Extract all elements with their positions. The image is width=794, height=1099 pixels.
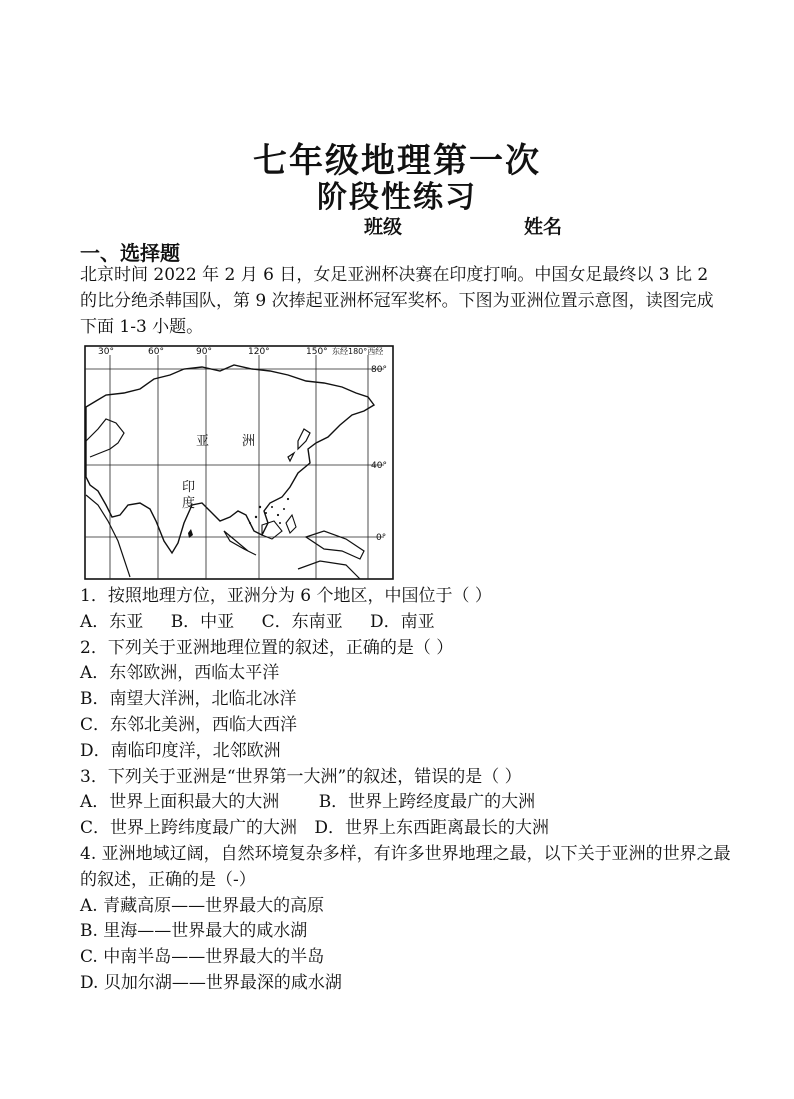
option: A．东亚 bbox=[80, 611, 144, 632]
asia-location-map bbox=[84, 345, 394, 580]
tick-lon-30: 30° bbox=[98, 347, 114, 357]
exam-title: 七年级地理第一次 bbox=[253, 141, 541, 181]
option: D. 贝加尔湖——世界最深的咸水湖 bbox=[80, 972, 342, 993]
option: C．世界上跨纬度最广的大洲 bbox=[80, 818, 298, 839]
question-intro: 北京时间 2022 年 2 月 6 日，女足亚洲杯决赛在印度打响。中国女足最终以 3 比 2 的比分绝杀韩国队，第 9 次捧起亚洲杯冠军奖杯。下图为亚洲位置示意图，读图完成下面 1-3 小题。 bbox=[80, 265, 714, 337]
option: B. 里海——世界最大的咸水湖 bbox=[80, 921, 308, 942]
question-stem: 2．下列关于亚洲地理位置的叙述，正确的是（ ） bbox=[80, 637, 454, 658]
section-heading: 一、选择题 bbox=[80, 241, 180, 265]
option: D．世界上东西距离最长的大洲 bbox=[314, 818, 550, 839]
tick-lon-180: 东经180°西经 bbox=[332, 347, 384, 356]
question-stem: 1．按照地理方位，亚洲分为 6 个地区，中国位于（ ） bbox=[80, 586, 492, 606]
tick-lat-0: 0° bbox=[376, 533, 387, 543]
question-stem: 3．下列关于亚洲是“世界第一大洲”的叙述，错误的是（ ） bbox=[80, 766, 522, 787]
option: D．南亚 bbox=[370, 611, 435, 632]
map-label-asia-1: 亚 bbox=[196, 434, 210, 449]
tick-lat-80: 80° bbox=[371, 365, 387, 375]
tick-lat-40: 40° bbox=[371, 461, 387, 471]
exam-subtitle: 阶段性练习 bbox=[317, 180, 477, 215]
option: D．南临印度洋，北邻欧洲 bbox=[80, 740, 281, 761]
tick-lon-90: 90° bbox=[196, 347, 212, 357]
option: C．东邻北美洲，西临大西洋 bbox=[80, 714, 298, 735]
option-row bbox=[80, 816, 740, 842]
option: A. 青藏高原——世界最大的高原 bbox=[80, 895, 325, 916]
tick-lon-150: 150° bbox=[306, 347, 328, 357]
option-row bbox=[80, 610, 740, 636]
option: B．南望大洋洲，北临北冰洋 bbox=[80, 689, 297, 710]
question-list bbox=[80, 584, 740, 997]
option: C. 中南半岛——世界最大的半岛 bbox=[80, 947, 325, 968]
map-label-india-1: 印 bbox=[182, 480, 196, 495]
option-row bbox=[80, 790, 740, 816]
map-label-asia-2: 洲 bbox=[242, 434, 256, 449]
tick-lon-120: 120° bbox=[248, 347, 270, 357]
map-label-india-2: 度 bbox=[182, 496, 196, 511]
option: A．世界上面积最大的大洲 bbox=[80, 792, 280, 813]
option: C．东南亚 bbox=[261, 611, 343, 632]
question-stem: 4. 亚洲地域辽阔，自然环境复杂多样，有许多世界地理之最，以下关于亚洲的世界之最的叙述，正确的是（-） bbox=[80, 843, 731, 890]
class-field-label: 班级 bbox=[364, 216, 403, 238]
option: A．东邻欧洲，西临太平洋 bbox=[80, 663, 280, 684]
option: B．世界上跨经度最广的大洲 bbox=[318, 792, 536, 813]
option: B．中亚 bbox=[170, 611, 235, 632]
name-field-label: 姓名 bbox=[524, 216, 563, 238]
tick-lon-60: 60° bbox=[148, 347, 164, 357]
